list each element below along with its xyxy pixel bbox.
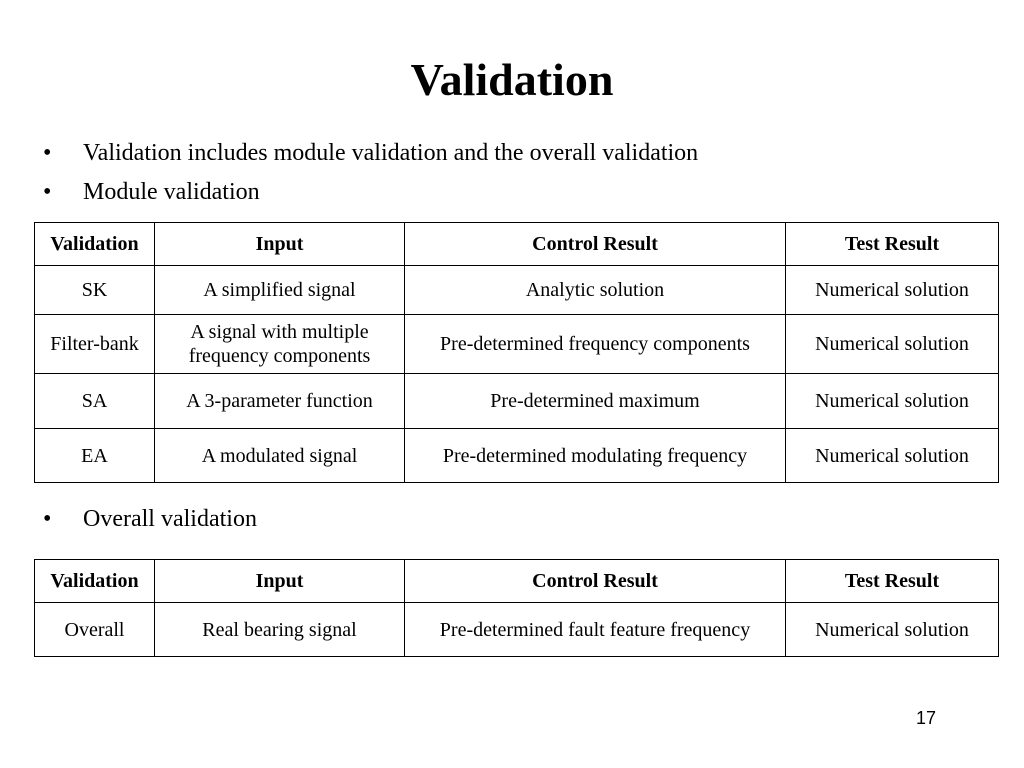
- table-row: [35, 266, 999, 315]
- header-cell: Control Result: [405, 560, 786, 603]
- table-cell: Pre-determined maximum: [405, 374, 786, 429]
- table-row: [35, 374, 999, 429]
- table-cell: Numerical solution: [786, 429, 999, 483]
- header-cell: Validation: [35, 560, 155, 603]
- bullet-intro: [43, 138, 698, 168]
- table-cell: Numerical solution: [786, 374, 999, 429]
- table-row: [35, 315, 999, 374]
- header-cell: Test Result: [786, 560, 999, 603]
- table-cell: Filter-bank: [35, 315, 155, 374]
- overall-validation-table: [34, 559, 999, 657]
- table-cell: Pre-determined fault feature frequency: [405, 603, 786, 657]
- header-cell: Input: [155, 560, 405, 603]
- module-validation-table: [34, 222, 999, 483]
- table-cell: A signal with multiple frequency components: [155, 315, 405, 374]
- table-cell: A simplified signal: [155, 266, 405, 315]
- header-cell: Validation: [35, 223, 155, 266]
- page-number: 17: [915, 708, 937, 728]
- table-cell: EA: [35, 429, 155, 483]
- table-cell: Numerical solution: [786, 266, 999, 315]
- table-row: [35, 429, 999, 483]
- table-cell: Numerical solution: [786, 603, 999, 657]
- bullet-intro-text: Validation includes module validation and the overall validation: [83, 140, 699, 166]
- slide-title: Validation: [410, 54, 614, 105]
- table-header-row: [35, 560, 999, 603]
- table-cell: Overall: [35, 603, 155, 657]
- table-cell: SA: [35, 374, 155, 429]
- table-cell: Analytic solution: [405, 266, 786, 315]
- bullet-overall-text: Overall validation: [83, 506, 257, 532]
- table-cell: Pre-determined frequency components: [405, 315, 786, 374]
- bullet-overall-validation: [43, 504, 257, 534]
- table-cell: SK: [35, 266, 155, 315]
- table-cell: Numerical solution: [786, 315, 999, 374]
- table-row: [35, 603, 999, 657]
- table-cell: Pre-determined modulating frequency: [405, 429, 786, 483]
- bullet-marker: •: [43, 179, 52, 205]
- table-cell: A modulated signal: [155, 429, 405, 483]
- header-cell: Input: [155, 223, 405, 266]
- bullet-module-validation: [43, 177, 260, 207]
- table-cell: Real bearing signal: [155, 603, 405, 657]
- bullet-module-text: Module validation: [83, 179, 260, 205]
- header-cell: Control Result: [405, 223, 786, 266]
- table-header-row: [35, 223, 999, 266]
- header-cell: Test Result: [786, 223, 999, 266]
- bullet-marker: •: [43, 506, 52, 532]
- bullet-marker: •: [43, 140, 52, 166]
- table-cell: A 3-parameter function: [155, 374, 405, 429]
